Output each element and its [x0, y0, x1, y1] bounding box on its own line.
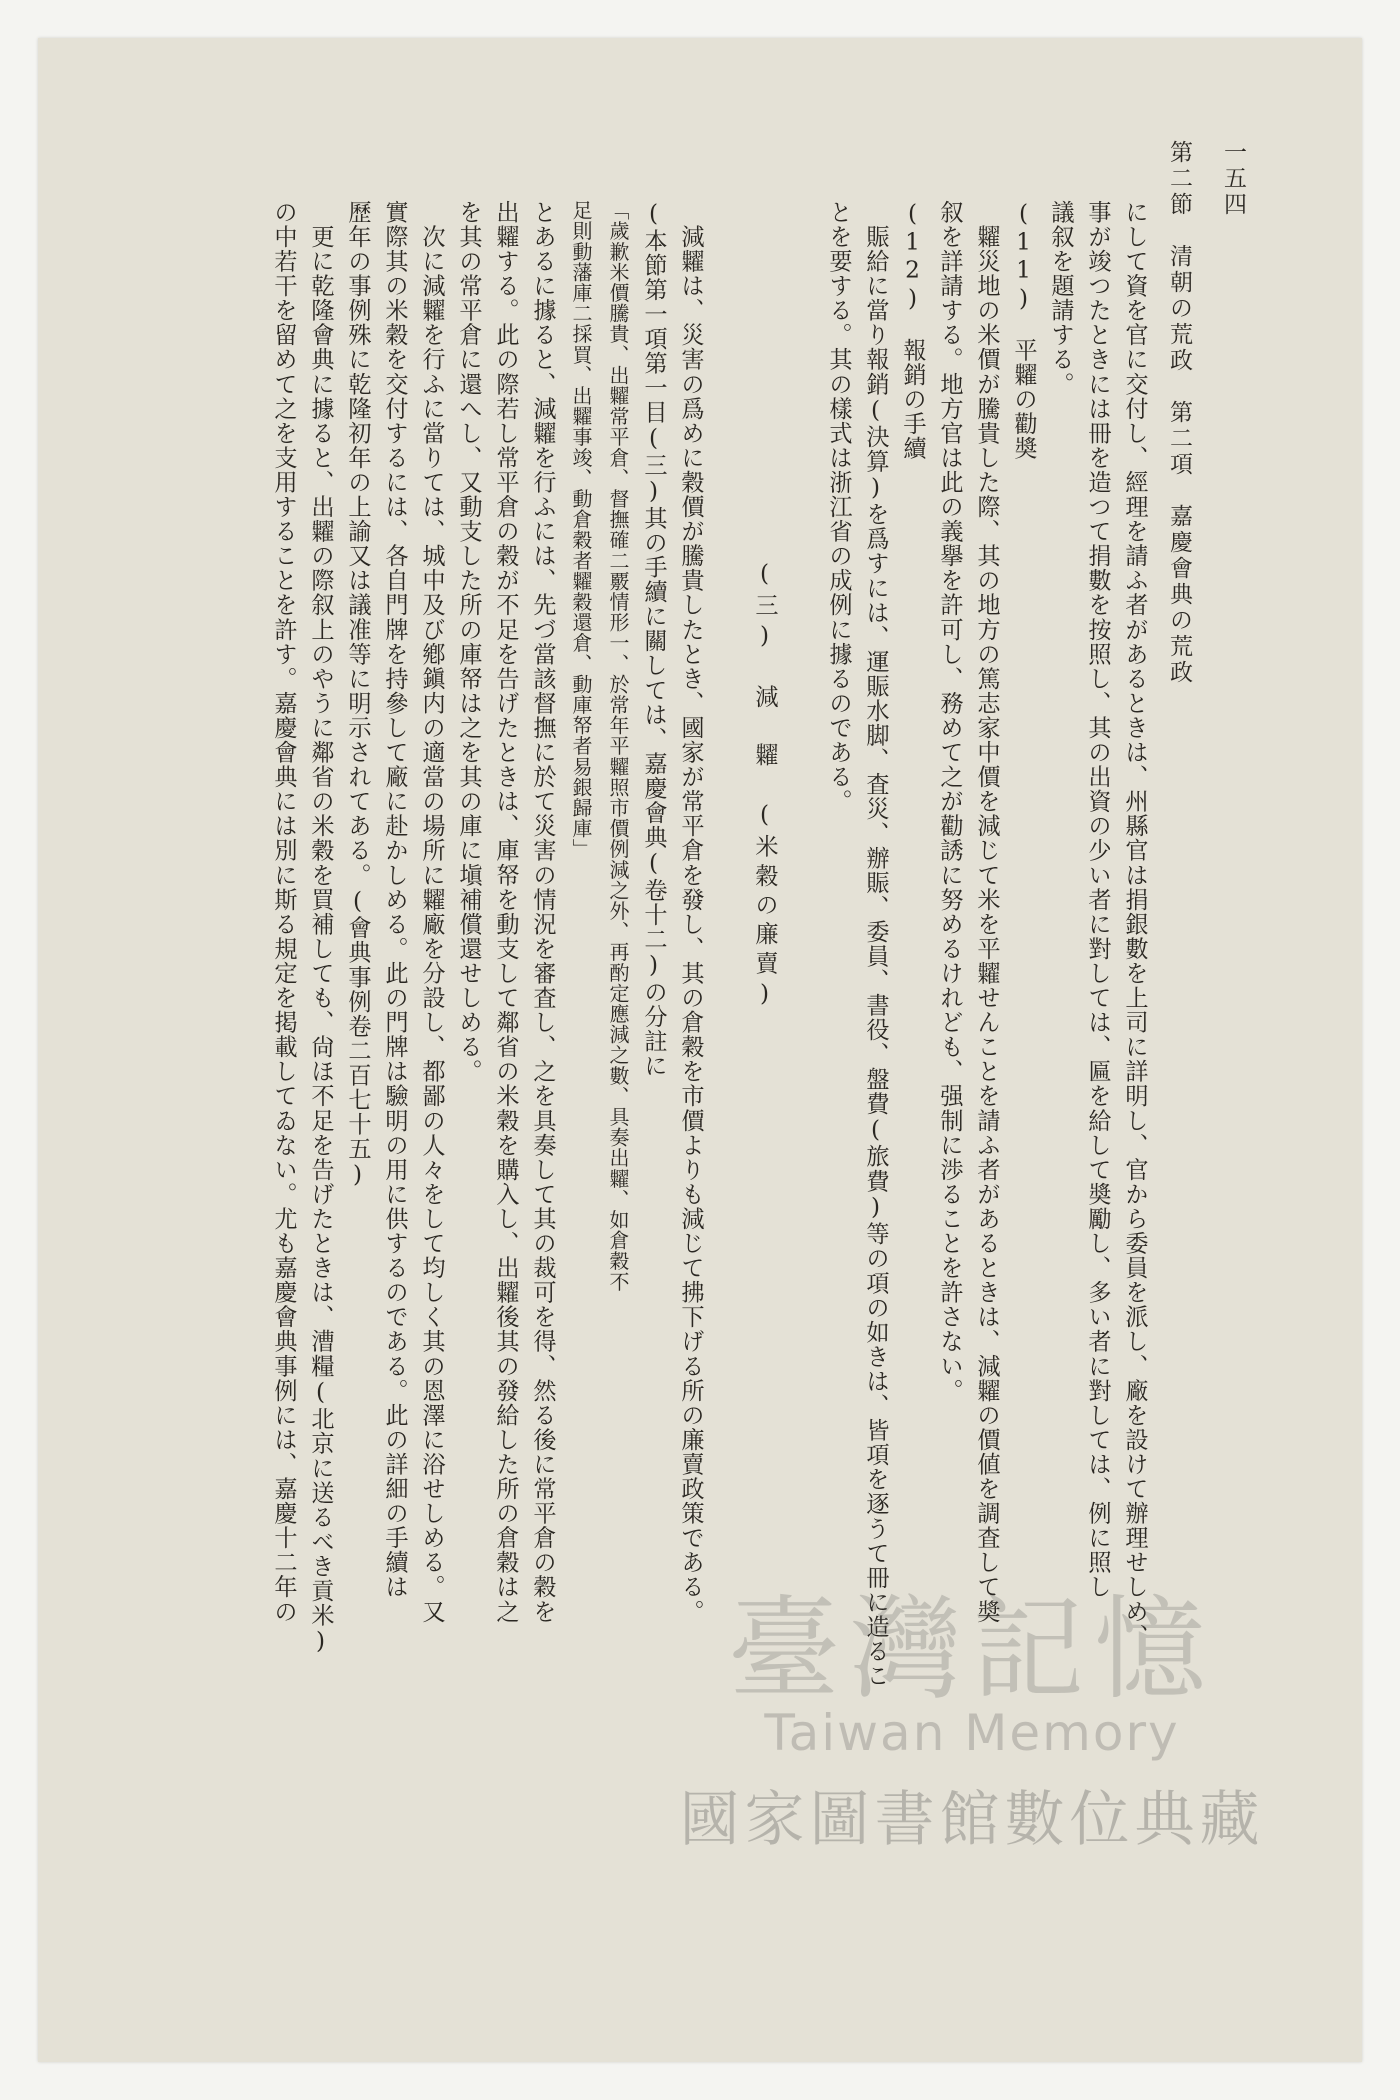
text-column: を其の常平倉に還へし、又動支した所の庫帑は之を其の庫に塡補償還せしめる。: [455, 200, 482, 1084]
scanned-page: [38, 38, 1362, 2062]
text-column: 事が竣つたときには冊を造つて捐數を按照し、其の出資の少い者に對しては、匾を給して奬勵し、多い者に對しては、例に照し: [1084, 200, 1111, 1600]
text-column: 叙を詳請する。地方官は此の義擧を許可し、務めて之が勸誘に努めるけれども、强制に渉ることを許さない。: [936, 200, 963, 1403]
watermark-logo-text: 臺灣記憶: [728, 1585, 1216, 1715]
text-column: にして資を官に交付し、經理を請ふ者があるときは、州縣官は捐銀數を上司に詳明し、官から委員を派し、廠を設けて辦理せしめ、: [1121, 200, 1148, 1649]
text-column: とあるに據ると、減糶を行ふには、先づ當該督撫に於て災害の情況を審査し、之を具奏して其の裁可を得、然る後に常平倉の穀を: [529, 200, 556, 1624]
text-column: 糶災地の米價が騰貴した際、其の地方の篤志家中價を減じて米を平糶せんことを請ふ者があるときは、減糶の價値を調査して奬: [973, 200, 1000, 1624]
text-column: (11) 平糶の勸奬: [1010, 200, 1037, 461]
text-column: 賑給に當り報銷(決算)を爲すには、運賑水脚、査災、辦賑、委員、書役、盤費(旅費)等の項の如きは、皆項を逐うて冊に造るこ: [862, 200, 889, 1689]
watermark: [642, 1585, 1302, 1922]
text-column: 出糶する。此の際若し常平倉の穀が不足を告げたときは、庫帑を動支して鄰省の米穀を購入し、出糶後其の發給した所の倉穀は之: [492, 200, 519, 1624]
text-column: (12) 報銷の手續: [899, 200, 926, 461]
text-column: 實際其の米穀を交付するには、各自門牌を持參して廠に赴かしめる。此の門牌は驗明の用に供するのである。此の詳細の手續は: [381, 200, 408, 1600]
text-column: 減糶は、災害の爲めに穀價が騰貴したとき、國家が常平倉を發し、其の倉穀を市價よりも減じて拂下げる所の廉賣政策である。: [677, 200, 704, 1624]
running-header: 第二節 清朝の荒政 第二項 嘉慶會典の荒政: [1166, 140, 1192, 686]
text-column: 歷年の事例殊に乾隆初年の上諭又は議准等に明示されてある。(會典事例卷二百七十五): [344, 200, 371, 1190]
text-column: (三) 減 糶 (米穀の廉賣): [751, 560, 778, 1014]
watermark-logo-en: Taiwan Memory: [764, 1703, 1180, 1762]
text-column: 次に減糶を行ふに當りては、城中及び鄕鎭内の適當の場所に糶廠を分設し、都鄙の人々をして均しく其の恩澤に浴せしめる。又: [418, 200, 445, 1624]
text-column: とを要する。其の樣式は浙江省の成例に據るのである。: [825, 200, 852, 814]
text-column: 更に乾隆會典に據ると、出糶の際叙上のやうに鄰省の米穀を買補しても、尙ほ不足を告げたときは、漕糧(北京に送るべき貢米): [307, 200, 334, 1657]
text-column: 議叙を題請する。: [1047, 200, 1074, 397]
text-column: の中若干を留めて之を支用することを許す。嘉慶會典には別に斯る規定を掲載してゐない。尤も嘉慶會典事例には、嘉慶十二年の: [270, 200, 297, 1624]
text-column: 「歲歉米價騰貴、出糶常平倉、督撫確二覈情形一、於常年平糶照市價例減之外、再酌定應減之數、具奏出糶、如倉穀不: [606, 200, 630, 1292]
text-column: 足則動藩庫二採買、出糶事竣、動倉穀者糶穀還倉、動庫帑者易銀歸庫」: [569, 200, 593, 860]
watermark-institution: 國家圖書館數位典藏: [679, 1784, 1265, 1855]
page-number: 一五四: [1220, 140, 1246, 218]
text-column: (本節第一項第一目(三)其の手續に關しては、嘉慶會典(卷十二)の分註に: [640, 200, 667, 1079]
